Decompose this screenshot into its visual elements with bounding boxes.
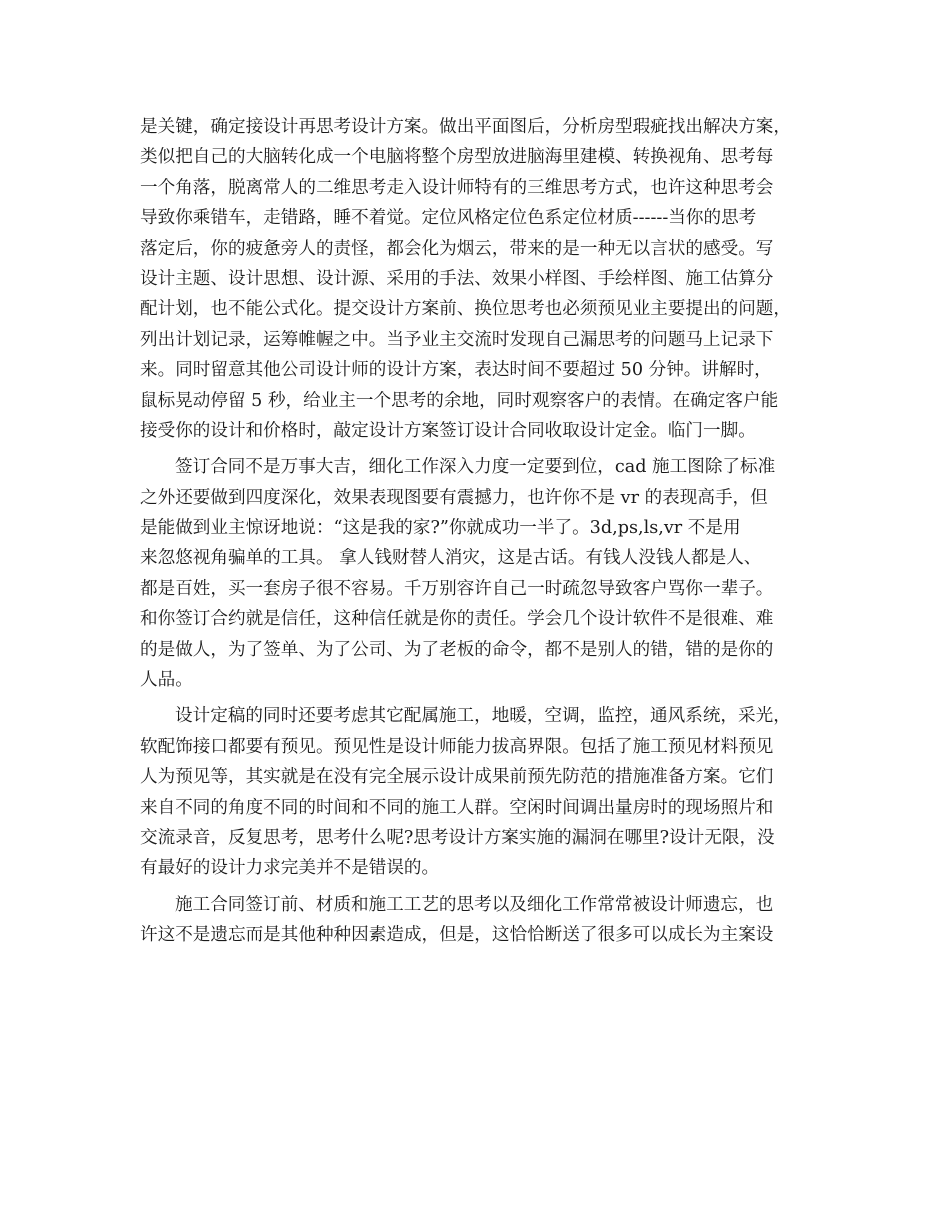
text-line: 接受你的设计和价格时，敲定设计方案签订设计合同收取设计定金。临门一脚。 — [140, 420, 756, 441]
text-line: 软配饰接口都要有预见。预见性是设计师能力拔高界限。包括了施工预见材料预见 — [140, 736, 774, 757]
text-line: 鼠标晃动停留 5 秒，给业主一个思考的余地，同时观察客户的表情。在确定客户能 — [140, 390, 779, 411]
text-line: 来忽悠视角骗单的工具。 拿人钱财替人消灾，这是古话。有钱人没钱人都是人、 — [140, 548, 762, 569]
text-line: 设计定稿的同时还要考虑其它配属施工，地暖，空调，监控，通风系统，采光， — [175, 706, 791, 727]
text-line: 和你签订合约就是信任，这种信任就是你的责任。学会几个设计软件不是很难、难 — [140, 609, 774, 630]
paragraph-2 — [140, 452, 800, 695]
text-line: 人为预见等，其实就是在没有完全展示设计成果前预先防范的措施准备方案。它们 — [140, 767, 774, 788]
text-line: 之外还要做到四度深化，效果表现图要有震撼力，也许你不是 vr 的表现高手，但 — [140, 487, 768, 508]
paragraph-4 — [140, 890, 800, 951]
text-line: 许这不是遗忘而是其他种种因素造成，但是，这恰恰断送了很多可以成长为主案设 — [140, 925, 774, 946]
text-line: 的是做人，为了签单、为了公司、为了老板的命令，都不是别人的错，错的是你的 — [140, 639, 774, 660]
text-line: 列出计划记录，运筹帷幄之中。当予业主交流时发现自己漏思考的问题马上记录下 — [140, 329, 774, 350]
text-line: 一个角落，脱离常人的二维思考走入设计师特有的三维思考方式，也许这种思考会 — [140, 177, 774, 198]
paragraph-1 — [140, 112, 800, 446]
paragraph-3 — [140, 701, 800, 883]
text-line: 有最好的设计力求完美并不是错误的。 — [140, 858, 440, 879]
text-line: 导致你乘错车，走错路，睡不着觉。定位风格定位色系定位材质------当你的思考 — [140, 208, 757, 229]
text-line: 是关键，确定接设计再思考设计方案。做出平面图后，分析房型瑕疵找出解决方案， — [140, 117, 791, 137]
text-line: 来。同时留意其他公司设计师的设计方案，表达时间不要超过 50 分钟。讲解时， — [140, 360, 772, 381]
body-text — [140, 112, 800, 957]
text-line: 来自不同的角度不同的时间和不同的施工人群。空闲时间调出量房时的现场照片和 — [140, 797, 774, 818]
text-line: 配计划，也不能公式化。提交设计方案前、换位思考也必须预见业主要提出的问题， — [140, 299, 791, 320]
text-line: 落定后，你的疲惫旁人的责怪，都会化为烟云，带来的是一种无以言状的感受。写 — [140, 238, 774, 259]
text-line: 都是百姓，买一套房子很不容易。千万别容许自己一时疏忽导致客户骂你一辈子。 — [140, 578, 774, 599]
text-line: 设计主题、设计思想、设计源、采用的手法、效果小样图、手绘样图、施工估算分 — [140, 268, 774, 289]
text-line: 类似把自己的大脑转化成一个电脑将整个房型放进脑海里建模、转换视角、思考每 — [140, 147, 774, 168]
text-line: 是能做到业主惊讶地说：“这是我的家?”你就成功一半了。3d,ps,ls,vr 不是用 — [140, 518, 741, 539]
text-line: 交流录音，反复思考，思考什么呢?思考设计方案实施的漏洞在哪里?设计无限，没 — [140, 827, 775, 848]
text-line: 签订合同不是万事大吉，细化工作深入力度一定要到位，cad 施工图除了标准 — [175, 457, 776, 478]
text-line: 人品。 — [140, 670, 193, 691]
text-line: 施工合同签订前、材质和施工工艺的思考以及细化工作常常被设计师遗忘，也 — [175, 894, 774, 915]
